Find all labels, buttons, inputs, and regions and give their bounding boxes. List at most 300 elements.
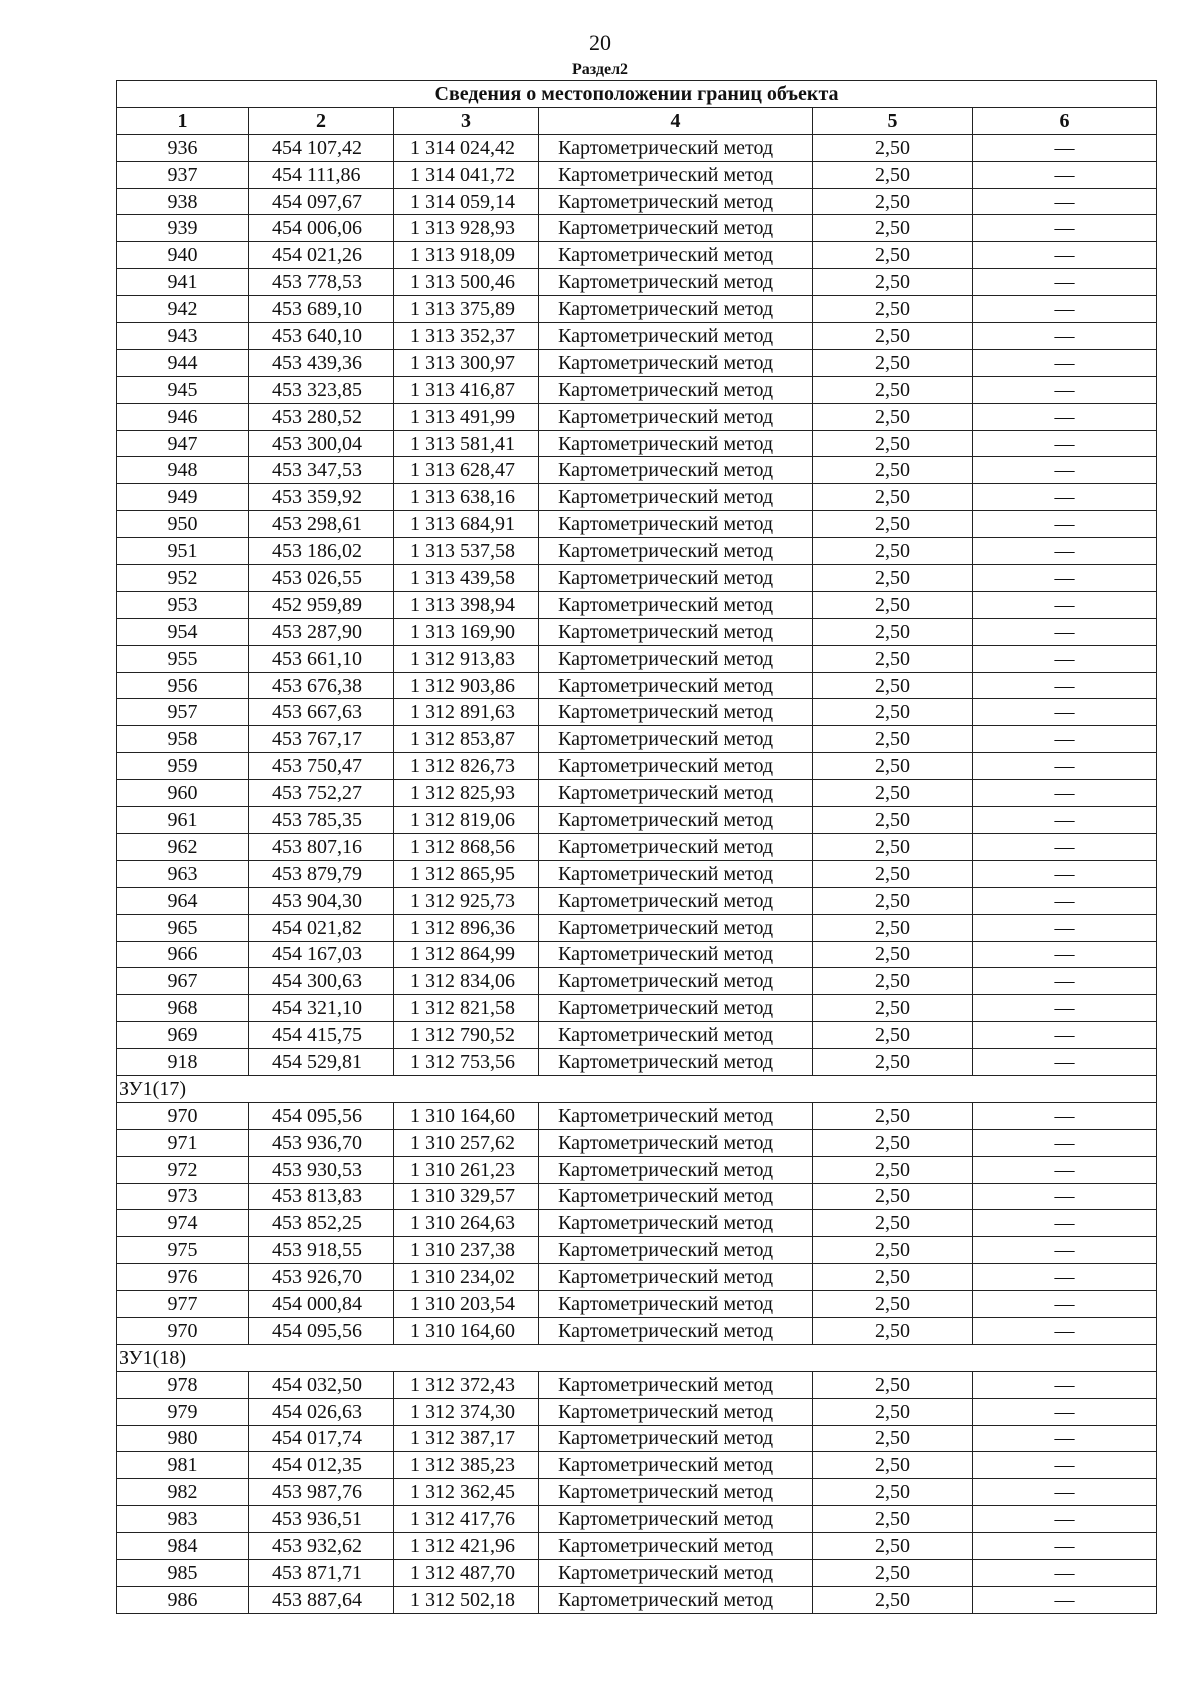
note-cell: — <box>973 215 1157 242</box>
x-coordinate-cell: 453 300,04 <box>249 430 394 457</box>
table-row <box>117 1129 1157 1156</box>
method-cell: Картометрический метод <box>539 296 813 323</box>
accuracy-cell: 2,50 <box>813 538 973 565</box>
note-cell: — <box>973 511 1157 538</box>
table-row <box>117 1291 1157 1318</box>
group-row <box>117 1344 1157 1371</box>
method-cell: Картометрический метод <box>539 1398 813 1425</box>
x-coordinate-cell: 453 347,53 <box>249 457 394 484</box>
note-cell: — <box>973 1183 1157 1210</box>
y-coordinate-cell: 1 310 237,38 <box>394 1237 539 1264</box>
point-number-cell: 939 <box>117 215 249 242</box>
note-cell: — <box>973 1371 1157 1398</box>
y-coordinate-cell: 1 313 300,97 <box>394 349 539 376</box>
x-coordinate-cell: 453 689,10 <box>249 296 394 323</box>
note-cell: — <box>973 1452 1157 1479</box>
point-number-cell: 968 <box>117 995 249 1022</box>
y-coordinate-cell: 1 314 059,14 <box>394 188 539 215</box>
y-coordinate-cell: 1 312 502,18 <box>394 1586 539 1613</box>
table-row <box>117 188 1157 215</box>
accuracy-cell: 2,50 <box>813 591 973 618</box>
y-coordinate-cell: 1 310 164,60 <box>394 1102 539 1129</box>
accuracy-cell: 2,50 <box>813 860 973 887</box>
note-cell: — <box>973 1506 1157 1533</box>
note-cell: — <box>973 672 1157 699</box>
point-number-cell: 980 <box>117 1425 249 1452</box>
method-cell: Картометрический метод <box>539 323 813 350</box>
column-header: 1 <box>117 107 249 134</box>
method-cell: Картометрический метод <box>539 968 813 995</box>
table-row <box>117 565 1157 592</box>
x-coordinate-cell: 454 111,86 <box>249 161 394 188</box>
table-row <box>117 323 1157 350</box>
x-coordinate-cell: 454 012,35 <box>249 1452 394 1479</box>
y-coordinate-cell: 1 312 487,70 <box>394 1559 539 1586</box>
point-number-cell: 965 <box>117 914 249 941</box>
method-cell: Картометрический метод <box>539 403 813 430</box>
accuracy-cell: 2,50 <box>813 188 973 215</box>
table-row <box>117 941 1157 968</box>
y-coordinate-cell: 1 312 896,36 <box>394 914 539 941</box>
table-row <box>117 726 1157 753</box>
x-coordinate-cell: 453 667,63 <box>249 699 394 726</box>
column-header: 4 <box>539 107 813 134</box>
accuracy-cell: 2,50 <box>813 1452 973 1479</box>
table-row <box>117 1533 1157 1560</box>
note-cell: — <box>973 887 1157 914</box>
table-row <box>117 1156 1157 1183</box>
accuracy-cell: 2,50 <box>813 1049 973 1076</box>
x-coordinate-cell: 453 871,71 <box>249 1559 394 1586</box>
note-cell: — <box>973 376 1157 403</box>
point-number-cell: 960 <box>117 780 249 807</box>
point-number-cell: 977 <box>117 1291 249 1318</box>
table-row <box>117 1022 1157 1049</box>
y-coordinate-cell: 1 310 203,54 <box>394 1291 539 1318</box>
accuracy-cell: 2,50 <box>813 995 973 1022</box>
point-number-cell: 976 <box>117 1264 249 1291</box>
accuracy-cell: 2,50 <box>813 807 973 834</box>
boundary-coordinates-table <box>116 80 1157 1614</box>
point-number-cell: 943 <box>117 323 249 350</box>
note-cell: — <box>973 538 1157 565</box>
note-cell: — <box>973 134 1157 161</box>
y-coordinate-cell: 1 313 581,41 <box>394 430 539 457</box>
point-number-cell: 950 <box>117 511 249 538</box>
y-coordinate-cell: 1 312 825,93 <box>394 780 539 807</box>
table-row <box>117 914 1157 941</box>
x-coordinate-cell: 454 032,50 <box>249 1371 394 1398</box>
table-row <box>117 430 1157 457</box>
point-number-cell: 969 <box>117 1022 249 1049</box>
table-row <box>117 1586 1157 1613</box>
accuracy-cell: 2,50 <box>813 403 973 430</box>
y-coordinate-cell: 1 313 352,37 <box>394 323 539 350</box>
y-coordinate-cell: 1 313 375,89 <box>394 296 539 323</box>
point-number-cell: 949 <box>117 484 249 511</box>
note-cell: — <box>973 349 1157 376</box>
point-number-cell: 952 <box>117 565 249 592</box>
point-number-cell: 953 <box>117 591 249 618</box>
point-number-cell: 942 <box>117 296 249 323</box>
accuracy-cell: 2,50 <box>813 1559 973 1586</box>
x-coordinate-cell: 453 298,61 <box>249 511 394 538</box>
table-row <box>117 269 1157 296</box>
x-coordinate-cell: 453 936,51 <box>249 1506 394 1533</box>
y-coordinate-cell: 1 310 234,02 <box>394 1264 539 1291</box>
table-row <box>117 1264 1157 1291</box>
y-coordinate-cell: 1 312 753,56 <box>394 1049 539 1076</box>
table-row <box>117 484 1157 511</box>
group-row <box>117 1075 1157 1102</box>
accuracy-cell: 2,50 <box>813 1533 973 1560</box>
y-coordinate-cell: 1 310 264,63 <box>394 1210 539 1237</box>
method-cell: Картометрический метод <box>539 349 813 376</box>
table-row <box>117 1398 1157 1425</box>
accuracy-cell: 2,50 <box>813 242 973 269</box>
accuracy-cell: 2,50 <box>813 699 973 726</box>
note-cell: — <box>973 1398 1157 1425</box>
point-number-cell: 946 <box>117 403 249 430</box>
method-cell: Картометрический метод <box>539 1371 813 1398</box>
accuracy-cell: 2,50 <box>813 1022 973 1049</box>
method-cell: Картометрический метод <box>539 941 813 968</box>
point-number-cell: 979 <box>117 1398 249 1425</box>
point-number-cell: 955 <box>117 645 249 672</box>
point-number-cell: 948 <box>117 457 249 484</box>
point-number-cell: 975 <box>117 1237 249 1264</box>
table-row <box>117 457 1157 484</box>
accuracy-cell: 2,50 <box>813 1210 973 1237</box>
note-cell: — <box>973 1425 1157 1452</box>
method-cell: Картометрический метод <box>539 1506 813 1533</box>
accuracy-cell: 2,50 <box>813 726 973 753</box>
note-cell: — <box>973 968 1157 995</box>
point-number-cell: 959 <box>117 753 249 780</box>
method-cell: Картометрический метод <box>539 1049 813 1076</box>
accuracy-cell: 2,50 <box>813 887 973 914</box>
accuracy-cell: 2,50 <box>813 1398 973 1425</box>
note-cell: — <box>973 645 1157 672</box>
accuracy-cell: 2,50 <box>813 215 973 242</box>
y-coordinate-cell: 1 313 500,46 <box>394 269 539 296</box>
note-cell: — <box>973 833 1157 860</box>
page-number: 20 <box>589 30 611 55</box>
point-number-cell: 978 <box>117 1371 249 1398</box>
point-number-cell: 937 <box>117 161 249 188</box>
method-cell: Картометрический метод <box>539 1559 813 1586</box>
accuracy-cell: 2,50 <box>813 1129 973 1156</box>
accuracy-cell: 2,50 <box>813 1506 973 1533</box>
accuracy-cell: 2,50 <box>813 296 973 323</box>
x-coordinate-cell: 454 026,63 <box>249 1398 394 1425</box>
y-coordinate-cell: 1 312 925,73 <box>394 887 539 914</box>
x-coordinate-cell: 453 287,90 <box>249 618 394 645</box>
point-number-cell: 958 <box>117 726 249 753</box>
note-cell: — <box>973 565 1157 592</box>
table-row <box>117 161 1157 188</box>
y-coordinate-cell: 1 312 864,99 <box>394 941 539 968</box>
x-coordinate-cell: 454 095,56 <box>249 1317 394 1344</box>
table-row <box>117 403 1157 430</box>
y-coordinate-cell: 1 314 041,72 <box>394 161 539 188</box>
table-row <box>117 242 1157 269</box>
x-coordinate-cell: 453 936,70 <box>249 1129 394 1156</box>
point-number-cell: 954 <box>117 618 249 645</box>
point-number-cell: 984 <box>117 1533 249 1560</box>
y-coordinate-cell: 1 313 684,91 <box>394 511 539 538</box>
x-coordinate-cell: 454 415,75 <box>249 1022 394 1049</box>
x-coordinate-cell: 453 359,92 <box>249 484 394 511</box>
accuracy-cell: 2,50 <box>813 1183 973 1210</box>
x-coordinate-cell: 453 807,16 <box>249 833 394 860</box>
x-coordinate-cell: 454 097,67 <box>249 188 394 215</box>
table-row <box>117 1049 1157 1076</box>
accuracy-cell: 2,50 <box>813 1317 973 1344</box>
method-cell: Картометрический метод <box>539 457 813 484</box>
x-coordinate-cell: 453 904,30 <box>249 887 394 914</box>
x-coordinate-cell: 454 300,63 <box>249 968 394 995</box>
y-coordinate-cell: 1 312 834,06 <box>394 968 539 995</box>
method-cell: Картометрический метод <box>539 1210 813 1237</box>
table-row <box>117 134 1157 161</box>
note-cell: — <box>973 457 1157 484</box>
x-coordinate-cell: 453 918,55 <box>249 1237 394 1264</box>
note-cell: — <box>973 914 1157 941</box>
note-cell: — <box>973 403 1157 430</box>
accuracy-cell: 2,50 <box>813 618 973 645</box>
y-coordinate-cell: 1 313 416,87 <box>394 376 539 403</box>
table-row <box>117 645 1157 672</box>
y-coordinate-cell: 1 313 628,47 <box>394 457 539 484</box>
y-coordinate-cell: 1 313 638,16 <box>394 484 539 511</box>
table-row <box>117 538 1157 565</box>
method-cell: Картометрический метод <box>539 242 813 269</box>
note-cell: — <box>973 780 1157 807</box>
table-row <box>117 807 1157 834</box>
point-number-cell: 967 <box>117 968 249 995</box>
note-cell: — <box>973 807 1157 834</box>
method-cell: Картометрический метод <box>539 1586 813 1613</box>
note-cell: — <box>973 995 1157 1022</box>
point-number-cell: 966 <box>117 941 249 968</box>
point-number-cell: 962 <box>117 833 249 860</box>
accuracy-cell: 2,50 <box>813 941 973 968</box>
point-number-cell: 964 <box>117 887 249 914</box>
method-cell: Картометрический метод <box>539 591 813 618</box>
method-cell: Картометрический метод <box>539 672 813 699</box>
accuracy-cell: 2,50 <box>813 780 973 807</box>
accuracy-cell: 2,50 <box>813 430 973 457</box>
table-row <box>117 1452 1157 1479</box>
note-cell: — <box>973 188 1157 215</box>
note-cell: — <box>973 1129 1157 1156</box>
y-coordinate-cell: 1 312 372,43 <box>394 1371 539 1398</box>
method-cell: Картометрический метод <box>539 1022 813 1049</box>
method-cell: Картометрический метод <box>539 161 813 188</box>
method-cell: Картометрический метод <box>539 1129 813 1156</box>
x-coordinate-cell: 453 439,36 <box>249 349 394 376</box>
y-coordinate-cell: 1 310 261,23 <box>394 1156 539 1183</box>
table-row <box>117 1425 1157 1452</box>
x-coordinate-cell: 453 778,53 <box>249 269 394 296</box>
table-row <box>117 1102 1157 1129</box>
note-cell: — <box>973 1533 1157 1560</box>
accuracy-cell: 2,50 <box>813 161 973 188</box>
method-cell: Картометрический метод <box>539 1425 813 1452</box>
method-cell: Картометрический метод <box>539 1237 813 1264</box>
point-number-cell: 986 <box>117 1586 249 1613</box>
method-cell: Картометрический метод <box>539 1291 813 1318</box>
section-label: Раздел2 <box>571 61 629 78</box>
y-coordinate-cell: 1 312 903,86 <box>394 672 539 699</box>
point-number-cell: 941 <box>117 269 249 296</box>
x-coordinate-cell: 453 186,02 <box>249 538 394 565</box>
y-coordinate-cell: 1 310 164,60 <box>394 1317 539 1344</box>
y-coordinate-cell: 1 314 024,42 <box>394 134 539 161</box>
y-coordinate-cell: 1 313 491,99 <box>394 403 539 430</box>
method-cell: Картометрический метод <box>539 1452 813 1479</box>
method-cell: Картометрический метод <box>539 645 813 672</box>
accuracy-cell: 2,50 <box>813 484 973 511</box>
method-cell: Картометрический метод <box>539 1183 813 1210</box>
note-cell: — <box>973 699 1157 726</box>
point-number-cell: 973 <box>117 1183 249 1210</box>
table-row <box>117 591 1157 618</box>
y-coordinate-cell: 1 312 913,83 <box>394 645 539 672</box>
table-row <box>117 296 1157 323</box>
table-row <box>117 833 1157 860</box>
x-coordinate-cell: 453 280,52 <box>249 403 394 430</box>
column-header-row <box>117 107 1157 134</box>
table-row <box>117 1183 1157 1210</box>
y-coordinate-cell: 1 312 362,45 <box>394 1479 539 1506</box>
method-cell: Картометрический метод <box>539 887 813 914</box>
method-cell: Картометрический метод <box>539 1317 813 1344</box>
accuracy-cell: 2,50 <box>813 1291 973 1318</box>
table-row <box>117 349 1157 376</box>
point-number-cell: 944 <box>117 349 249 376</box>
accuracy-cell: 2,50 <box>813 833 973 860</box>
note-cell: — <box>973 1102 1157 1129</box>
note-cell: — <box>973 1022 1157 1049</box>
point-number-cell: 970 <box>117 1102 249 1129</box>
method-cell: Картометрический метод <box>539 995 813 1022</box>
note-cell: — <box>973 296 1157 323</box>
method-cell: Картометрический метод <box>539 511 813 538</box>
y-coordinate-cell: 1 312 387,17 <box>394 1425 539 1452</box>
accuracy-cell: 2,50 <box>813 1156 973 1183</box>
table-row <box>117 699 1157 726</box>
column-header: 2 <box>249 107 394 134</box>
y-coordinate-cell: 1 312 853,87 <box>394 726 539 753</box>
y-coordinate-cell: 1 313 537,58 <box>394 538 539 565</box>
note-cell: — <box>973 941 1157 968</box>
method-cell: Картометрический метод <box>539 807 813 834</box>
x-coordinate-cell: 454 321,10 <box>249 995 394 1022</box>
table-row <box>117 780 1157 807</box>
accuracy-cell: 2,50 <box>813 1371 973 1398</box>
accuracy-cell: 2,50 <box>813 376 973 403</box>
method-cell: Картометрический метод <box>539 860 813 887</box>
accuracy-cell: 2,50 <box>813 269 973 296</box>
point-number-cell: 947 <box>117 430 249 457</box>
column-header: 3 <box>394 107 539 134</box>
method-cell: Картометрический метод <box>539 269 813 296</box>
method-cell: Картометрический метод <box>539 833 813 860</box>
method-cell: Картометрический метод <box>539 565 813 592</box>
y-coordinate-cell: 1 310 257,62 <box>394 1129 539 1156</box>
accuracy-cell: 2,50 <box>813 349 973 376</box>
method-cell: Картометрический метод <box>539 699 813 726</box>
y-coordinate-cell: 1 312 417,76 <box>394 1506 539 1533</box>
table-row <box>117 1210 1157 1237</box>
table-row <box>117 887 1157 914</box>
y-coordinate-cell: 1 312 421,96 <box>394 1533 539 1560</box>
note-cell: — <box>973 753 1157 780</box>
x-coordinate-cell: 453 661,10 <box>249 645 394 672</box>
method-cell: Картометрический метод <box>539 134 813 161</box>
column-header: 6 <box>973 107 1157 134</box>
accuracy-cell: 2,50 <box>813 1264 973 1291</box>
method-cell: Картометрический метод <box>539 914 813 941</box>
method-cell: Картометрический метод <box>539 1264 813 1291</box>
y-coordinate-cell: 1 312 790,52 <box>394 1022 539 1049</box>
point-number-cell: 956 <box>117 672 249 699</box>
x-coordinate-cell: 453 323,85 <box>249 376 394 403</box>
point-number-cell: 985 <box>117 1559 249 1586</box>
point-number-cell: 957 <box>117 699 249 726</box>
accuracy-cell: 2,50 <box>813 1425 973 1452</box>
point-number-cell: 971 <box>117 1129 249 1156</box>
method-cell: Картометрический метод <box>539 376 813 403</box>
table-row <box>117 995 1157 1022</box>
x-coordinate-cell: 453 852,25 <box>249 1210 394 1237</box>
accuracy-cell: 2,50 <box>813 1586 973 1613</box>
x-coordinate-cell: 453 926,70 <box>249 1264 394 1291</box>
x-coordinate-cell: 454 021,82 <box>249 914 394 941</box>
point-number-cell: 940 <box>117 242 249 269</box>
note-cell: — <box>973 1317 1157 1344</box>
x-coordinate-cell: 454 006,06 <box>249 215 394 242</box>
note-cell: — <box>973 618 1157 645</box>
table-row <box>117 511 1157 538</box>
note-cell: — <box>973 1559 1157 1586</box>
x-coordinate-cell: 454 017,74 <box>249 1425 394 1452</box>
x-coordinate-cell: 453 887,64 <box>249 1586 394 1613</box>
accuracy-cell: 2,50 <box>813 134 973 161</box>
x-coordinate-cell: 454 167,03 <box>249 941 394 968</box>
method-cell: Картометрический метод <box>539 1102 813 1129</box>
x-coordinate-cell: 453 932,62 <box>249 1533 394 1560</box>
method-cell: Картометрический метод <box>539 1533 813 1560</box>
accuracy-cell: 2,50 <box>813 672 973 699</box>
x-coordinate-cell: 453 813,83 <box>249 1183 394 1210</box>
point-number-cell: 983 <box>117 1506 249 1533</box>
accuracy-cell: 2,50 <box>813 645 973 672</box>
x-coordinate-cell: 453 879,79 <box>249 860 394 887</box>
x-coordinate-cell: 453 767,17 <box>249 726 394 753</box>
table-body <box>117 134 1157 1613</box>
table-row <box>117 968 1157 995</box>
method-cell: Картометрический метод <box>539 188 813 215</box>
x-coordinate-cell: 453 752,27 <box>249 780 394 807</box>
method-cell: Картометрический метод <box>539 430 813 457</box>
note-cell: — <box>973 591 1157 618</box>
table-title: Сведения о местоположении границ объекта <box>117 81 1157 108</box>
note-cell: — <box>973 860 1157 887</box>
note-cell: — <box>973 1586 1157 1613</box>
